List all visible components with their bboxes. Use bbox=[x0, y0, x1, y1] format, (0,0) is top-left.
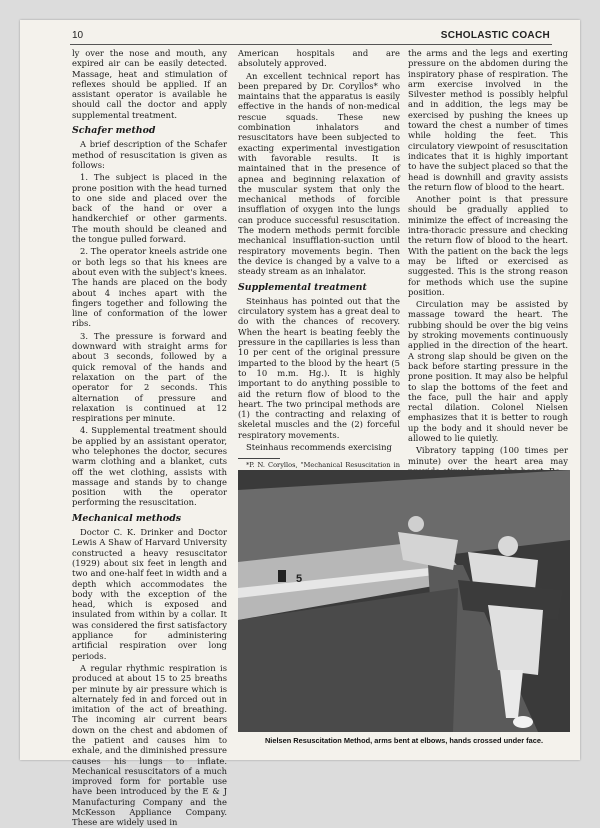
paragraph: the arms and the legs and exerting pressure on the abdomen during the inspiratory phase of respiration. The arm exercise involved in the Silvester method is possibly helpful and in addition, the legs may be exercised by pushing the knees up toward the chest a number of times while holding the feet. This circulatory viewpoint of resuscitation indicates that it is highly important to have the subject placed so that the head is downhill and gravity assists the return flow of blood to the heart. bbox=[408, 48, 568, 192]
paragraph: 3. The pressure is forward and downward with straight arms for about 3 seconds, followed by a quick removal of the hands and relaxation on the part of the operator for 2 seconds. This alternation of pressure and relaxation is continued at 12 respirations per minute. bbox=[72, 330, 227, 424]
magazine-page bbox=[20, 20, 580, 828]
footnote-rule bbox=[238, 458, 280, 459]
photo-caption: Nielsen Resuscitation Method, arms bent at elbows, hands crossed under face. bbox=[264, 736, 544, 745]
paragraph: Circulation may be assisted by massage toward the heart. The rubbing should be over the big veins by stroking movements continuously applied in the direction of the heart. A strong slap should be given on the back before starting pressure in the prone position. It may also be helpful to slap the bottoms of the feet and the face, pull the hair and apply rectal dilation. Colonel Nielsen emphasizes that it is better to rough up the body and it should never be allowed to lie quietly. bbox=[408, 299, 568, 443]
section-heading-supplemental: Supplemental treatment bbox=[238, 281, 367, 293]
running-header: SCHOLASTIC COACH bbox=[440, 30, 550, 41]
paragraph: 4. Supplemental treatment should be applied by an assistant operator, who telephones the doctor, secures warm clothing and a blanket, cuts off the wet clothing, assists with massage and stands by to change position with the operator performing the resuscitation. bbox=[72, 425, 227, 508]
paragraph: American hospitals and are absolutely approved. bbox=[238, 48, 400, 69]
column-1 bbox=[72, 48, 227, 828]
column-3 bbox=[408, 48, 568, 466]
paragraph: 2. The operator kneels astride one or both legs so that his knees are about even with the subject's knees. The hands are placed on the body about 4 inches apart with the fingers together and following the line of conformation of the lower ribs. bbox=[72, 246, 227, 329]
paragraph: Another point is that pressure should be gradually applied to minimize the effect of increasing the intra-thoracic pressure and checking the return flow of blood to the heart. With the patient on the back the legs may be lifted or exercised as suggested. This is the strong reason for methods which use the supine position. bbox=[408, 194, 568, 297]
column-2 bbox=[238, 48, 400, 470]
paragraph: Steinhaus recommends exercising bbox=[246, 441, 392, 452]
header-rule bbox=[70, 44, 552, 45]
paragraph: An excellent technical report has been prepared by Dr. Coryllos* who maintains that the apparatus is easily effective in the hands of non-medical rescue squads. These new combination inhalators and resuscitators have been subjected to exacting experimental investigation with favorable results. It is maintained that in the presence of apnea and beginning relaxation of the muscular system that only the mechanical methods of forcible insufflation of oxygen into the lungs can produce successful resuscitation. The modern methods permit forcible mechanical insufflation-suction until respiratory movements begin. Then the device is changed by a valve to a steady stream as an inhalator. bbox=[238, 70, 400, 277]
resuscitation-photo bbox=[238, 470, 570, 732]
section-heading-schafer: Schafer method bbox=[72, 125, 156, 137]
section-heading-mechanical: Mechanical methods bbox=[72, 512, 182, 524]
paragraph: Steinhaus has pointed out that the circulatory system has a great deal to do with the chances of recovery. When the heart is beating feebly the pressure in the capillaries is less than 10 per cent of the original pressure imparted to the blood by the heart (5 to 10 m.m. Hg.). It is highly important to do anything possible to aid the return flow of blood to the heart. The two principal methods are (1) the contracting and relaxing of skeletal muscles and the (2) forceful respiratory movements. bbox=[238, 295, 400, 440]
paragraph: A regular rhythmic respiration is produced at about 15 to 25 breaths per minute by air pressure which is alternately fed in and forced out in imitation of the act of breathing. The incoming air current bears down on the chest and abdomen of the patient and causes him to exhale, and the diminished pressure causes his lungs to inflate. Mechanical resuscitators of a much improved form for portable use have been introduced by the E & J Manufacturing Company and the McKesson Appliance Company. These are widely used in bbox=[72, 662, 227, 828]
paragraph: A brief description of the Schafer method of resuscitation is given as follows: bbox=[72, 139, 227, 170]
paragraph: Doctor C. K. Drinker and Doctor Lewis A Shaw of Harvard University constructed a heavy resuscitator (1929) about six feet in length and two and one-half feet in width and a depth which accommodates the body with the exception of the head, which is exposed and insulated from within by a collar. It was considered the first satisfactory appliance for administering artificial respiration over long periods. bbox=[72, 527, 227, 661]
lane-number-label: 5 bbox=[296, 573, 303, 585]
paragraph: ly over the nose and mouth, any expired air can be easily detected. Massage, heat and stimulation of reflexes should be applied. If an assistant operator is available he should call the doctor and apply supplemental treatment. bbox=[72, 48, 227, 120]
paragraph: 1. The subject is placed in the prone position with the head turned to one side and placed over the back of the hand or over a handkerchief or other garments. The mouth should be cleaned and the tongue pulled forward. bbox=[72, 172, 227, 245]
page-number: 10 bbox=[72, 30, 84, 41]
paragraph: Vibratory tapping (100 times per minute) over the heart area may bbox=[408, 445, 568, 466]
footnote: *P. N. Coryllos, "Mechanical Resuscitation in bbox=[246, 461, 400, 470]
photo-illustration bbox=[238, 470, 570, 732]
